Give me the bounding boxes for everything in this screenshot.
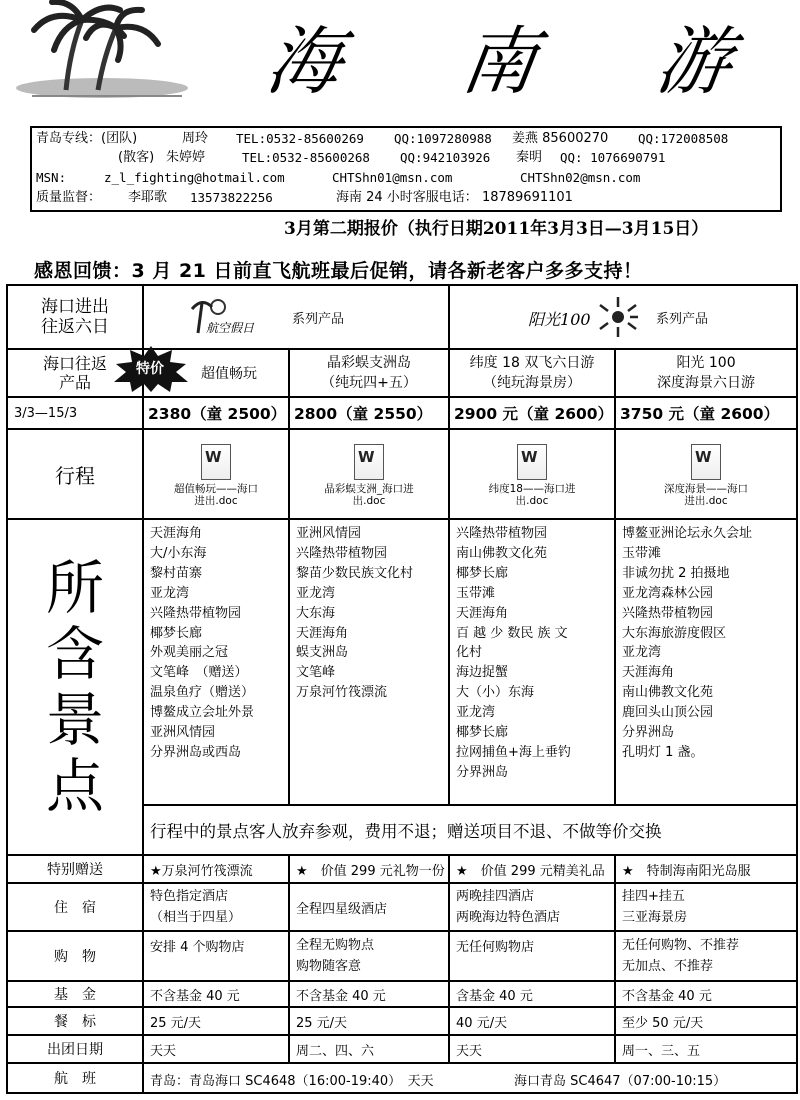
contact-line2-name2: 秦明 <box>516 150 543 165</box>
list-item: 兴隆热带植物园 <box>622 605 714 621</box>
gift-label: 特别赠送 <box>7 855 143 883</box>
brand2-series: 系列产品 <box>656 311 709 327</box>
doc-ext-2[interactable]: 出.doc <box>352 494 386 507</box>
shop-label: 购 物 <box>7 931 143 981</box>
hotel-3-line2: 两晚海边特色酒店 <box>456 910 561 925</box>
hotel-label: 住 宿 <box>7 883 143 931</box>
special-price-badge <box>114 346 188 392</box>
msn-address-1: z_l_fighting@hotmail.com <box>104 170 285 185</box>
list-item: 亚洲风情园 <box>150 725 216 741</box>
title-char-2: 南 <box>456 19 543 105</box>
flight-outbound: 青岛：青岛海口 SC4648（16:00-19:40） 天天 <box>150 1074 434 1089</box>
corner-line2: 往返六日 <box>41 317 109 337</box>
list-item: 天涯海角 <box>296 625 349 641</box>
gift-3: ★ 价值 299 元精美礼品 <box>449 855 615 883</box>
shop-1: 安排 4 个购物店 <box>143 931 289 981</box>
doc-ext-1[interactable]: 进出.doc <box>194 494 238 507</box>
brand1-logo-text: 航空假日 <box>206 321 255 335</box>
list-item: 椰梦长廊 <box>150 625 203 641</box>
list-item: 亚龙湾森林公园 <box>622 585 714 601</box>
list-item: 兴隆热带植物园 <box>456 526 548 541</box>
hotel-4 <box>615 883 797 931</box>
gift-2: ★ 价值 299 元礼物一份 <box>289 855 449 883</box>
product-name-1: 超值畅玩 <box>201 366 257 382</box>
product-sub-4: 深度海景六日游 <box>657 375 756 391</box>
flight-cell <box>143 1063 797 1093</box>
table-row <box>7 429 797 519</box>
doc-cell-2[interactable] <box>289 429 449 519</box>
palm-tree-icon <box>12 0 188 100</box>
table-row <box>7 1035 797 1063</box>
msn-address-2: CHTShn01@msn.com <box>332 170 453 185</box>
meal-1: 25 元/天 <box>143 1007 289 1035</box>
page-title <box>220 6 780 106</box>
msn-address-3: CHTShn02@msn.com <box>520 170 641 185</box>
list-item: 椰梦长廊 <box>456 565 509 581</box>
contact-line1-label: 青岛专线：(团队) <box>36 131 138 146</box>
date-range: 3/3—15/3 <box>7 397 143 429</box>
flight-label: 航 班 <box>7 1063 143 1093</box>
brand1-logo <box>188 295 264 339</box>
contact-line2-qq2: QQ: 1076690791 <box>560 150 666 165</box>
list-item: 玉带滩 <box>456 585 496 601</box>
brand2-cell <box>449 285 797 349</box>
fund-4: 不含基金 40 元 <box>615 981 797 1007</box>
depart-3: 天天 <box>449 1035 615 1063</box>
product-name-3: 纬度 18 双飞六日游 <box>469 355 595 371</box>
meal-label: 餐 标 <box>7 1007 143 1035</box>
doc-cell-3[interactable] <box>449 429 615 519</box>
table-row <box>7 1007 797 1035</box>
list-item: 文笔峰 <box>296 665 336 681</box>
list-item: 椰梦长廊 <box>456 725 509 741</box>
list-item: 亚龙湾 <box>296 585 336 601</box>
table-row <box>7 285 797 349</box>
shop-4-line2: 无加点、不推荐 <box>622 959 714 974</box>
contact-line1-name2: 姜燕 85600270 <box>512 131 609 146</box>
hotel-4-line2: 三亚海景房 <box>622 910 688 925</box>
product-label-line2: 产品 <box>58 373 91 392</box>
doc-name-1[interactable]: 超值畅玩——海口 <box>174 482 258 495</box>
contact-line2-name: 朱婷婷 <box>166 150 206 165</box>
price-table <box>6 284 798 1094</box>
table-row <box>7 397 797 429</box>
list-item: 黎村苗寨 <box>150 565 203 581</box>
list-item: 分界洲岛 <box>456 764 509 780</box>
spots-label-char: 所 <box>45 554 104 622</box>
doc-name-2[interactable]: 晶彩蜈支洲_海口进 <box>324 482 414 495</box>
fund-2: 不含基金 40 元 <box>289 981 449 1007</box>
meal-3: 40 元/天 <box>449 1007 615 1035</box>
list-item: 天涯海角 <box>622 665 675 681</box>
list-item: 文笔峰 （赠送） <box>150 665 248 681</box>
sun-rays-icon <box>522 295 642 339</box>
list-item: 亚洲风情园 <box>296 526 362 541</box>
list-item: 天涯海角 <box>456 605 509 621</box>
shop-4 <box>615 931 797 981</box>
fund-label: 基 金 <box>7 981 143 1007</box>
list-item: 南山佛教文化苑 <box>456 545 548 561</box>
fund-3: 含基金 40 元 <box>449 981 615 1007</box>
spots-label-char: 景 <box>45 686 104 754</box>
table-row <box>7 883 797 931</box>
table-row <box>7 931 797 981</box>
list-item: 分界洲岛或西岛 <box>150 744 242 760</box>
doc-cell-1[interactable] <box>143 429 289 519</box>
price-period: 3月第二期报价（执行日期2011年3月3日—3月15日） <box>284 219 709 239</box>
word-document-icon[interactable]: W <box>517 444 547 480</box>
product-cell-3 <box>449 349 615 397</box>
list-item: 分界洲岛 <box>622 725 675 741</box>
list-item: 黎苗少数民族文化村 <box>296 565 414 581</box>
list-item: 鹿回头山顶公园 <box>622 705 714 721</box>
doc-ext-4[interactable]: 进出.doc <box>684 494 728 507</box>
list-item: 玉带滩 <box>622 545 662 561</box>
depart-label: 出团日期 <box>7 1035 143 1063</box>
table-row <box>7 981 797 1007</box>
table-row <box>7 1063 797 1093</box>
doc-name-4[interactable]: 深度海景——海口 <box>664 482 749 495</box>
promotion-notice: 感恩回馈：3 月 21 日前直飞航班最后促销，请各新老客户多多支持！ <box>34 260 643 282</box>
gift-1: ★万泉河竹筏漂流 <box>143 855 289 883</box>
list-item: 大东海 <box>296 605 336 621</box>
list-item: 博鳌成立会址外景 <box>150 705 255 721</box>
brand1-series: 系列产品 <box>292 311 345 327</box>
hotel-1-line2: （相当于四星） <box>150 910 242 925</box>
list-item: 亚龙湾 <box>622 645 662 661</box>
supervise-name: 李耶歌 <box>128 190 168 205</box>
product-name-2: 晶彩蜈支洲岛 <box>327 355 411 371</box>
hotel-1-line1: 特色指定酒店 <box>150 889 229 904</box>
table-row <box>7 519 797 805</box>
palm-tree-logo <box>12 0 188 100</box>
itinerary-label: 行程 <box>7 429 143 519</box>
hotel-3-line1: 两晚挂四酒店 <box>456 889 535 904</box>
spots-label-char: 点 <box>45 752 104 820</box>
contact-line2-qq: QQ:942103926 <box>400 150 491 165</box>
brand2-logo <box>522 295 642 339</box>
list-item: 天涯海角 <box>150 526 203 541</box>
special-price-text: 特价 <box>136 361 164 377</box>
depart-2: 周二、四、六 <box>289 1035 449 1063</box>
spots-list-4 <box>615 519 797 805</box>
contact-line2-label: (散客) <box>118 150 155 165</box>
doc-name-3[interactable]: 纬度18——海口进 <box>488 482 576 495</box>
list-item: 大/小东海 <box>150 545 207 561</box>
product-label-line1: 海口往返 <box>42 354 107 373</box>
list-item: 温泉鱼疗（赠送） <box>150 685 255 701</box>
list-item: 亚龙湾 <box>150 585 190 601</box>
flight-return: 海口青岛 SC4647（07:00-10:15） <box>514 1074 727 1089</box>
supervise-label: 质量监督： <box>36 190 102 205</box>
contact-line2-tel: TEL:0532-85600268 <box>242 150 370 165</box>
spots-label-char: 含 <box>45 620 104 688</box>
contact-line1-qq2: QQ:172008508 <box>638 131 729 146</box>
list-item: 南山佛教文化苑 <box>622 685 714 701</box>
contact-line1-qq: QQ:1097280988 <box>394 131 492 146</box>
list-item: 化村 <box>456 645 483 661</box>
list-item: 拉网捕鱼+海上垂钓 <box>456 744 571 760</box>
doc-ext-3[interactable]: 出.doc <box>515 494 549 507</box>
spots-list-3 <box>449 519 615 805</box>
hotel-2: 全程四星级酒店 <box>289 883 449 931</box>
list-item: 外观美丽之冠 <box>150 645 229 661</box>
list-item: 海边捉蟹 <box>456 665 509 681</box>
meal-2: 25 元/天 <box>289 1007 449 1035</box>
brand2-logo-text: 阳光100 <box>528 310 591 329</box>
title-char-3: 游 <box>651 19 738 105</box>
depart-4: 周一、三、五 <box>615 1035 797 1063</box>
hotel-4-line1: 挂四+挂五 <box>622 889 685 904</box>
meal-4: 至少 50 元/天 <box>615 1007 797 1035</box>
doc-cell-4[interactable] <box>615 429 797 519</box>
product-sub-2: （纯玩四+五） <box>321 375 417 391</box>
hotel-3 <box>449 883 615 931</box>
shop-2-line1: 全程无购物点 <box>296 938 375 953</box>
list-item: 蜈支洲岛 <box>296 645 349 661</box>
list-item: 兴隆热带植物园 <box>296 545 388 561</box>
shop-4-line1: 无任何购物、不推荐 <box>622 938 740 953</box>
fund-1: 不含基金 40 元 <box>143 981 289 1007</box>
price-4: 3750 元（童 2600） <box>615 397 797 429</box>
product-name-4: 阳光 100 <box>676 355 736 371</box>
spots-note: 行程中的景点客人放弃参观，费用不退；赠送项目不退、不做等价交换 <box>143 805 797 855</box>
list-item: 孔明灯 1 盏。 <box>622 744 704 760</box>
list-item: 百 越 少 数民 族 文 <box>456 625 568 641</box>
price-3: 2900 元（童 2600） <box>449 397 615 429</box>
product-cell-2 <box>289 349 449 397</box>
list-item: 亚龙湾 <box>456 705 496 721</box>
title-char-1: 海 <box>261 19 348 105</box>
product-cell-4 <box>615 349 797 397</box>
corner-line1: 海口进出 <box>41 297 109 317</box>
list-item: 万泉河竹筏漂流 <box>296 685 388 701</box>
word-document-icon[interactable]: W <box>691 444 721 480</box>
msn-label: MSN: <box>36 170 67 185</box>
spots-list-2 <box>289 519 449 805</box>
list-item: 大（小）东海 <box>456 685 535 701</box>
price-2: 2800（童 2550） <box>289 397 449 429</box>
list-item: 博鳌亚洲论坛永久会址 <box>622 526 753 541</box>
supervise-phone: 13573822256 <box>190 190 273 205</box>
table-row <box>7 855 797 883</box>
spots-label <box>7 519 143 855</box>
contact-box <box>30 126 782 212</box>
list-item: 大东海旅游度假区 <box>622 625 727 641</box>
contact-line1-tel: TEL:0532-85600269 <box>236 131 364 146</box>
word-document-icon[interactable]: W <box>354 444 384 480</box>
spots-list-1 <box>143 519 289 805</box>
product-sub-3: （纯玩海景房） <box>483 375 582 391</box>
price-1: 2380（童 2500） <box>143 397 289 429</box>
hotel-1 <box>143 883 289 931</box>
shop-2-line2: 购物随客意 <box>296 959 362 974</box>
list-item: 非诚勿扰 2 拍摄地 <box>622 565 730 581</box>
shop-2 <box>289 931 449 981</box>
brand1-cell <box>143 285 449 349</box>
contact-line1-name: 周玲 <box>182 131 209 146</box>
word-document-icon[interactable]: W <box>201 444 231 480</box>
list-item: 兴隆热带植物园 <box>150 605 242 621</box>
hotline: 海南 24 小时客服电话： 18789691101 <box>336 190 573 205</box>
gift-4: ★ 特制海南阳光岛服 <box>615 855 797 883</box>
corner-cell <box>7 285 143 349</box>
depart-1: 天天 <box>143 1035 289 1063</box>
shop-3: 无任何购物店 <box>449 931 615 981</box>
